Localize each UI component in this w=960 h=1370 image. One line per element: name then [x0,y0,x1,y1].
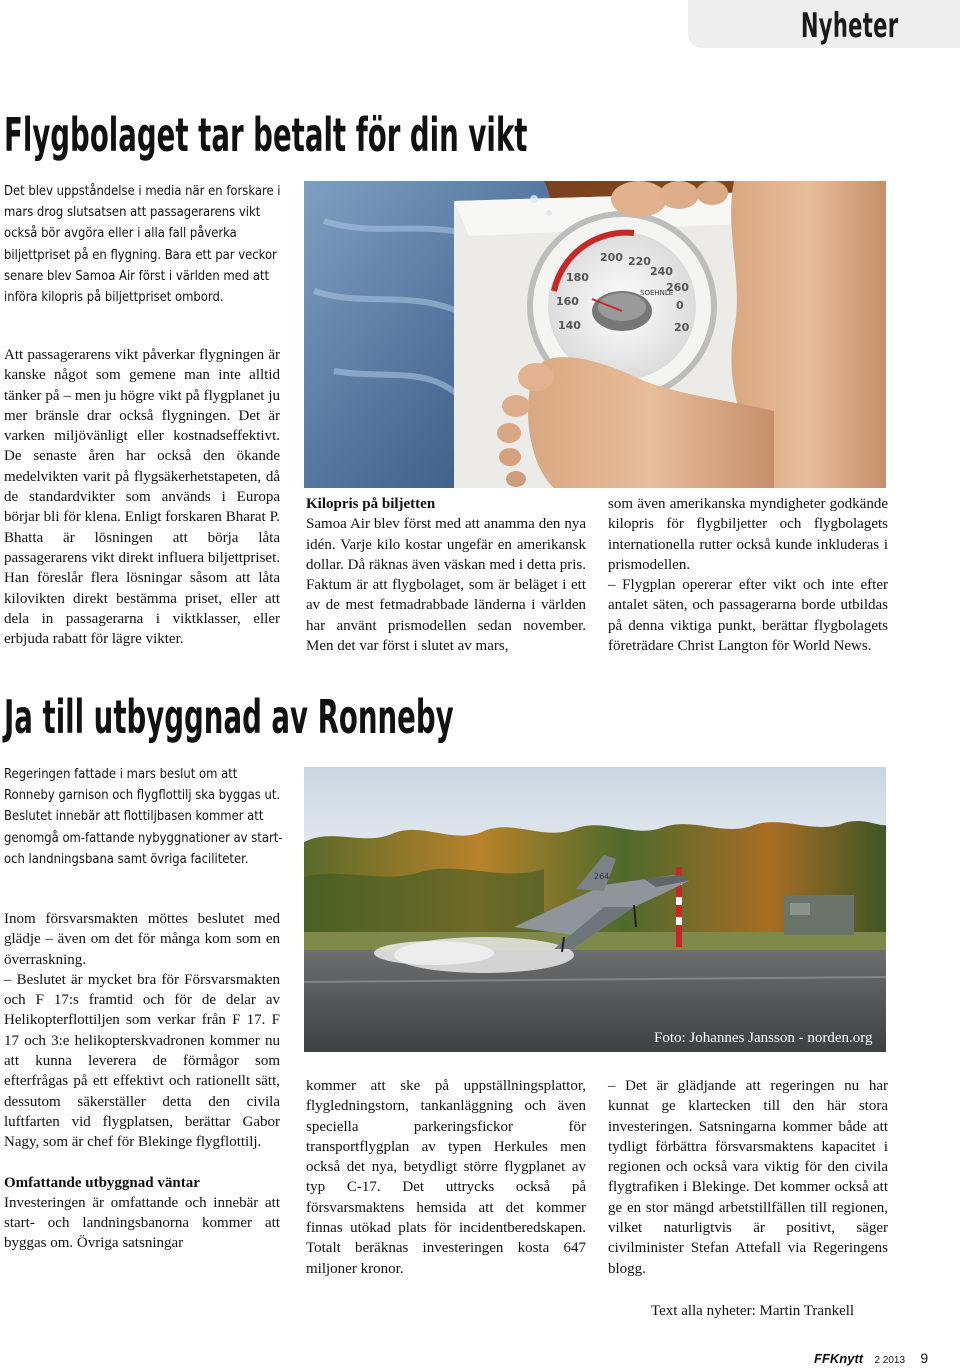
article2-body-1a: Inom försvarsmakten möttes beslutet med glädje – även om det för många kom som en överraskning. [4,911,280,968]
page-number: 9 [920,1350,929,1366]
photo-credit: Foto: Johannes Jansson - norden.org [654,1030,873,1046]
article1-headline: Flygbolaget tar betalt för din vikt [4,108,528,162]
scale-number: 220 [628,255,651,268]
article1-subhead: Kilopris på biljetten [306,496,436,512]
article2-body-2: kommer att ske på uppställningsplattor, flygledningstorn, tankanläggning och även speciella parkeringsfickor för transportflygplan av typen Herkules men också det nya, betydligt större flygplanet av typ C-17. Det uttrycks också på försvarsmaktens hemsida att det kommer finnas utökad plats för incidentberedskapen. Totalt beräknas investeringen kosta 647 miljoner kronor. [306,1078,586,1277]
section-tab [688,0,960,48]
article2-lede [4,764,284,870]
article1-body-1: Att passagerarens vikt påverkar flygningen är kanske något som gemene man inte alltid tänker på – men ju högre vikt på flygplanet ju mer bränsle drar också flygningen. Det är varken miljövänligt eller kostnadseffektivt. De senaste åren har också den ökande medelvikten varit på flygsäkerhetstapeten, då de standardvikter som används i Europa börjar bli för klena. Enligt forskaren Bharat P. Bhatta är lösningen att börja låta passagerarens vikt direkt influera biljettpriset. Han föreslår flera lösningar såsom att låta kilovikten direkt bestämma priset, eller att dela in passagerarna i viktklasser, eller erbjuda rabatt för lägre vikter. [4,347,280,648]
article2-subhead: Omfattande utbyggnad väntar [4,1174,200,1191]
article2-column-3 [608,1076,888,1279]
byline: Text alla nyheter: Martin Trankell [651,1303,855,1319]
scale-number: 240 [650,265,673,278]
article1-lede [4,181,284,308]
article1-body-3b: – Flygplan opererar efter vikt och inte efter antalet säten, och passagerarna borde utbildas på denna viktiga punkt, berättar flygbolagets företrädare Christ Langton för World News. [608,577,888,655]
scale-number: 260 [666,281,689,294]
scale-number: 160 [556,295,579,308]
article1-column-1 [4,345,280,649]
article2-body-1c: Investeringen är omfattande och innebär att start- och landningsbanorna kommer att byggas om. Övriga satsningar [4,1194,280,1252]
jet-photo [304,767,886,1052]
article1-body-3a: som även amerikanska myndigheter godkände kilopris för flygbiljetter och flygbolagets internationella rutter också kunde inkluderas i prismodellen. [608,496,888,573]
scale-number: 140 [558,319,581,332]
scale-number: 20 [674,321,690,334]
scale-number: 0 [676,299,684,312]
scale-photo [304,181,886,488]
paragraph-spacer [4,1153,280,1173]
article2-body-3: – Det är glädjande att regeringen nu har kunnat ge klartecken till den här stora investeringen. Satsningarna kommer både att tydligt förbättra försvarsmaktens kapacitet i regionen och också vara viktig för den civila flygtrafiken i Blekinge. Det kommer också att ge en stor mängd arbetstillfällen till regionen, vilket naturligtvis är positivt, säger civilminister Stefan Attefall via Regeringens blogg. [608,1078,888,1277]
issue-number: 2 2013 [874,1355,906,1366]
scale-brand: SOEHNLE [640,289,674,297]
article2-body-1b: – Beslutet är mycket bra för Försvarsmakten och F 17:s framtid och för de delar av Helikopterflottiljen som verkar från F 17. F 17 och 3:e helikopterskvadronen kommer nu att kunna leverera de förmågor som efterfrågas på ett effektivt och rationellt sätt, dessutom säkerställer detta den civila luftfarten vid flygplatsen, berättar Gabor Nagy, som är chef för Blekinge flygflottilj. [4,971,280,1151]
scale-number: 180 [566,271,589,284]
scale-photo-graphic [304,181,886,488]
section-label: Nyheter [800,6,898,46]
scale-number: 200 [600,251,623,264]
article2-lede-text: Regeringen fattade i mars beslut om att Ronneby garnison och flygflottilj ska byggas ut. Beslutet innebär att flottiljbasen kommer att genomgå om-fattande nybyggnationer av start- och landningsbana samt övriga faciliteter. [4,766,283,867]
page-footer [814,1350,928,1366]
article1-column-3 [608,494,888,656]
article1-body-2: Samoa Air blev först med att anamma den nya idén. Varje kilo kostar ungefär en amerikansk dollar. Då räknas även väskan med i detta pris. Faktum är att flygbolaget, som är beläget i ett av de mest fetmadrabbade länderna i världen har använt prismodellen sedan november. Men det var först i slutet av mars, [306,516,586,655]
article2-column-1 [4,909,280,1254]
article2-headline: Ja till utbyggnad av Ronneby [4,690,454,744]
jet-number: 264 [594,872,610,881]
article1-lede-text: Det blev uppståndelse i media när en forskare i mars drog slutsatsen att passagerarens vikt också bör avgöra eller i alla fall påverka biljettpriset på en flygning. Bara ett par veckor senare blev Samoa Air först i världen med att införa kilopris på biljettpriset ombord. [4,183,281,306]
jet-photo-graphic [304,767,886,1052]
magazine-name: FFKnytt [814,1351,864,1366]
article1-column-2 [306,494,586,656]
article2-column-2 [306,1076,586,1279]
